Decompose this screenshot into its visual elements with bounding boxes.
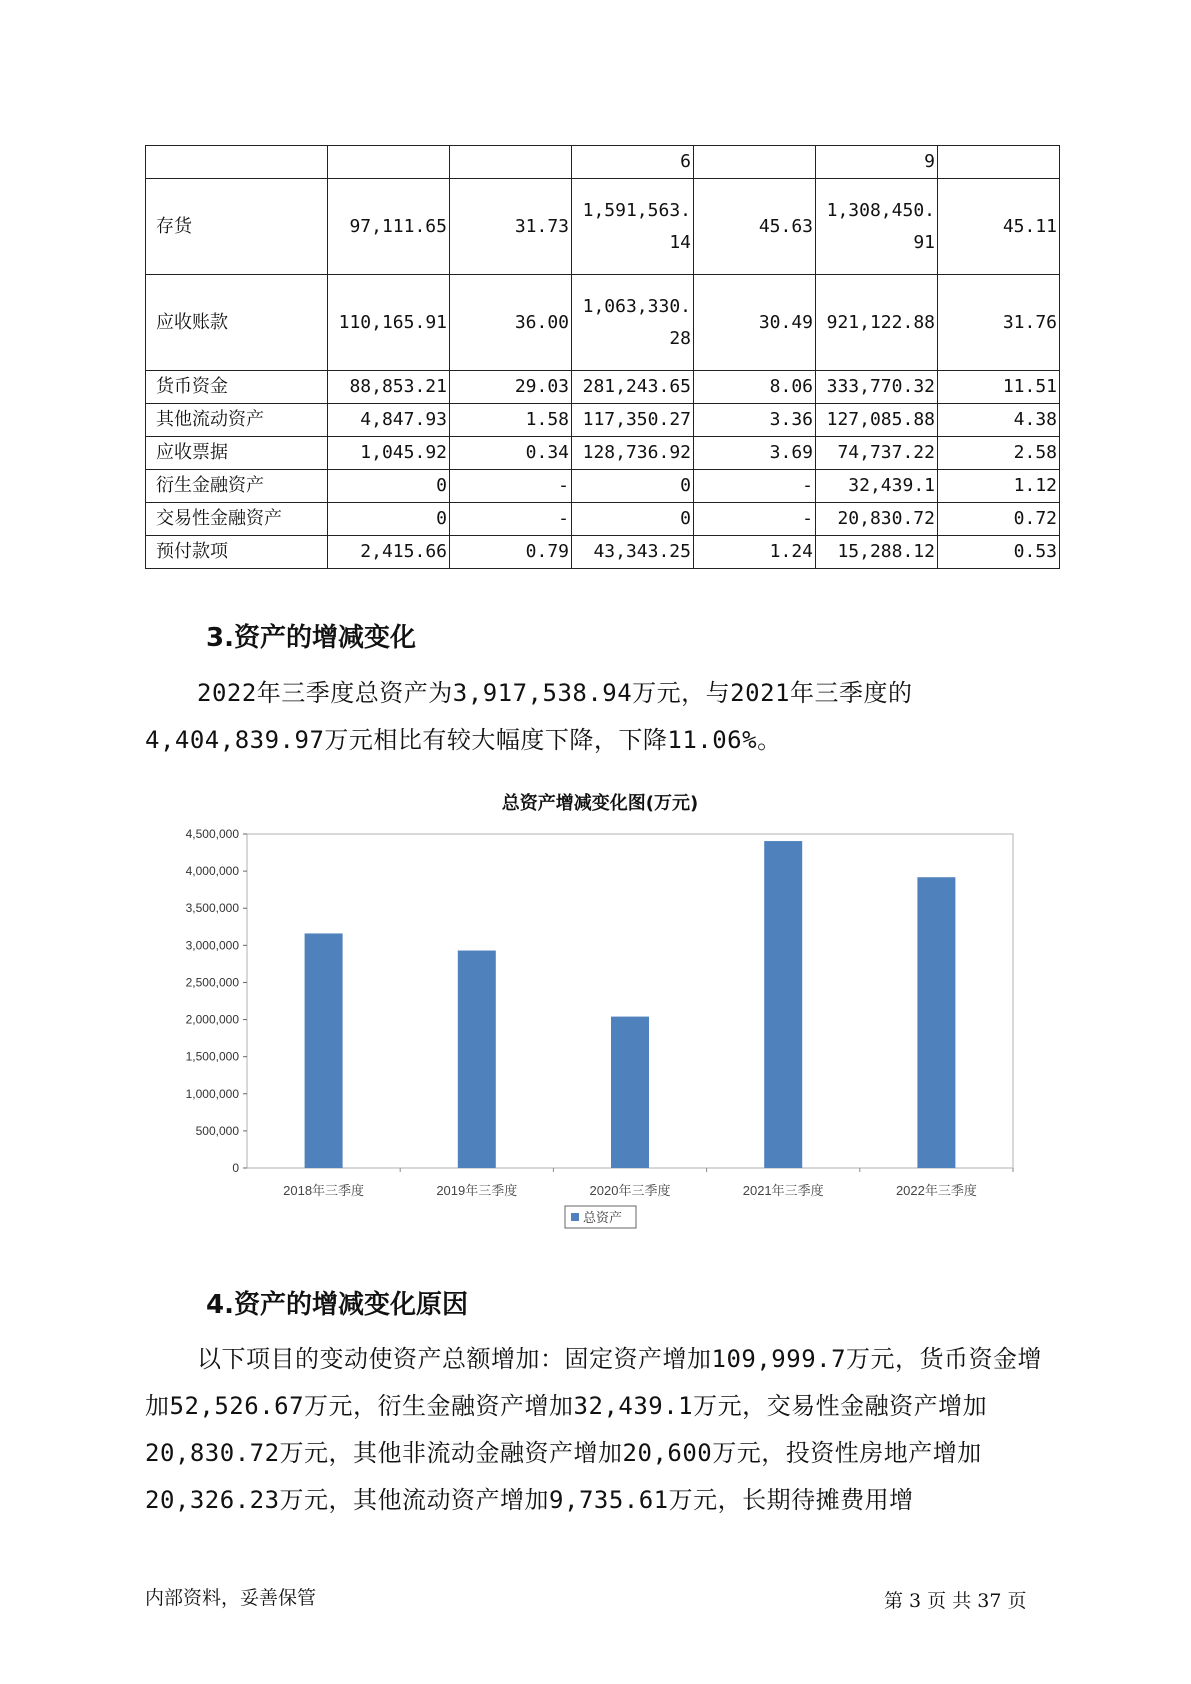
y-tick-label: 1,500,000 [185, 1049, 239, 1064]
bar [305, 933, 343, 1168]
table-row [146, 179, 1060, 275]
footer-page-number: 第 3 页 共 37 页 [884, 1590, 1027, 1612]
legend-swatch [571, 1213, 579, 1221]
table-row [146, 371, 1060, 404]
y-tick-label: 4,000,000 [185, 864, 239, 879]
table-row-label: 交易性金融资产 [146, 503, 328, 536]
table-cell: 32,439.1 [816, 470, 938, 503]
y-tick-label: 4,500,000 [185, 827, 239, 841]
table-cell: 0.53 [938, 536, 1060, 569]
table-row [146, 404, 1060, 437]
table-cell [938, 146, 1060, 179]
section-3-heading: 3.资产的增减变化 [206, 623, 416, 653]
table-row-label [146, 146, 328, 179]
table-cell: 0 [572, 470, 694, 503]
y-tick-label: 1,000,000 [185, 1086, 239, 1101]
table-cell: 30.49 [694, 275, 816, 371]
table-cell: 1.12 [938, 470, 1060, 503]
x-tick-label: 2022年三季度 [895, 1183, 977, 1198]
y-tick-label: 0 [232, 1161, 239, 1175]
table-cell: - [450, 470, 572, 503]
chart-legend [565, 1206, 636, 1228]
table-row-label: 衍生金融资产 [146, 470, 328, 503]
table-cell: - [694, 503, 816, 536]
table-row [146, 503, 1060, 536]
table-cell: 110,165.91 [328, 275, 450, 371]
y-tick-label: 3,000,000 [185, 938, 239, 953]
table-cell: 1,591,563.14 [572, 179, 694, 275]
table-cell: - [694, 470, 816, 503]
table-cell: 0 [328, 503, 450, 536]
bar [764, 841, 802, 1168]
table-cell: 97,111.65 [328, 179, 450, 275]
table-cell: 45.63 [694, 179, 816, 275]
table-cell [450, 146, 572, 179]
legend-label: 总资产 [583, 1210, 623, 1225]
table-cell: 3.69 [694, 437, 816, 470]
table-cell: 11.51 [938, 371, 1060, 404]
table-cell: 8.06 [694, 371, 816, 404]
table-cell: 36.00 [450, 275, 572, 371]
table-cell: 1.58 [450, 404, 572, 437]
table-cell: 1,308,450.91 [816, 179, 938, 275]
table-row [146, 470, 1060, 503]
table-cell [694, 146, 816, 179]
table-cell: - [450, 503, 572, 536]
x-tick-label: 2018年三季度 [283, 1183, 365, 1198]
table-cell: 31.73 [450, 179, 572, 275]
table-cell: 281,243.65 [572, 371, 694, 404]
table-row-label: 应收账款 [146, 275, 328, 371]
table-cell: 0.79 [450, 536, 572, 569]
table-cell: 43,343.25 [572, 536, 694, 569]
section-4-heading: 4.资产的增减变化原因 [206, 1290, 468, 1320]
table-cell: 9 [816, 146, 938, 179]
table-cell: 3.36 [694, 404, 816, 437]
table-cell: 0.72 [938, 503, 1060, 536]
table-row-label: 预付款项 [146, 536, 328, 569]
y-tick-label: 3,500,000 [185, 901, 239, 916]
section-4-paragraph: 以下项目的变动使资产总额增加：固定资产增加109,999.7万元，货币资金增加52,526.67万元，衍生金融资产增加32,439.1万元，交易性金融资产增加20,830.72万元，其他非流动金融资产增加20,600万元，投资性房地产增加20,326.23万元，其他流动资产增加9,735.61万元，长期待摊费用增 [145, 1345, 1043, 1514]
table-cell: 29.03 [450, 371, 572, 404]
table-cell: 0 [572, 503, 694, 536]
table-cell: 333,770.32 [816, 371, 938, 404]
table-cell: 4.38 [938, 404, 1060, 437]
x-tick-label: 2021年三季度 [742, 1183, 824, 1198]
table-cell: 20,830.72 [816, 503, 938, 536]
x-tick-label: 2020年三季度 [589, 1183, 671, 1198]
table-cell: 1.24 [694, 536, 816, 569]
table-cell: 4,847.93 [328, 404, 450, 437]
table-row-label: 货币资金 [146, 371, 328, 404]
table-cell: 15,288.12 [816, 536, 938, 569]
y-tick-label: 2,000,000 [185, 1012, 239, 1027]
table-cell: 74,737.22 [816, 437, 938, 470]
table-cell [328, 146, 450, 179]
table-row [146, 437, 1060, 470]
table-row-label: 应收票据 [146, 437, 328, 470]
footer-confidential-note: 内部资料，妥善保管 [145, 1587, 317, 1609]
chart-title: 总资产增减变化图(万元) [501, 793, 699, 814]
table-cell: 127,085.88 [816, 404, 938, 437]
table-cell: 1,045.92 [328, 437, 450, 470]
y-tick-label: 2,500,000 [185, 975, 239, 990]
bar [611, 1017, 649, 1168]
table-row-label: 存货 [146, 179, 328, 275]
table-cell: 0.34 [450, 437, 572, 470]
table-cell: 88,853.21 [328, 371, 450, 404]
table-cell: 31.76 [938, 275, 1060, 371]
total-assets-bar-chart [145, 820, 1055, 1260]
table-row [146, 536, 1060, 569]
table-cell: 0 [328, 470, 450, 503]
table-cell: 2.58 [938, 437, 1060, 470]
bar [458, 951, 496, 1168]
table-cell: 6 [572, 146, 694, 179]
x-tick-label: 2019年三季度 [436, 1183, 518, 1198]
section-3-paragraph: 2022年三季度总资产为3,917,538.94万元，与2021年三季度的4,404,839.97万元相比有较大幅度下降，下降11.06%。 [145, 679, 913, 754]
table-row [146, 275, 1060, 371]
table-cell: 128,736.92 [572, 437, 694, 470]
table-cell: 921,122.88 [816, 275, 938, 371]
table-row [146, 146, 1060, 179]
bar [917, 877, 955, 1168]
asset-structure-table [145, 145, 1060, 569]
y-tick-label: 500,000 [195, 1123, 239, 1138]
table-cell: 1,063,330.28 [572, 275, 694, 371]
table-row-label: 其他流动资产 [146, 404, 328, 437]
table-cell: 45.11 [938, 179, 1060, 275]
table-cell: 2,415.66 [328, 536, 450, 569]
table-cell: 117,350.27 [572, 404, 694, 437]
